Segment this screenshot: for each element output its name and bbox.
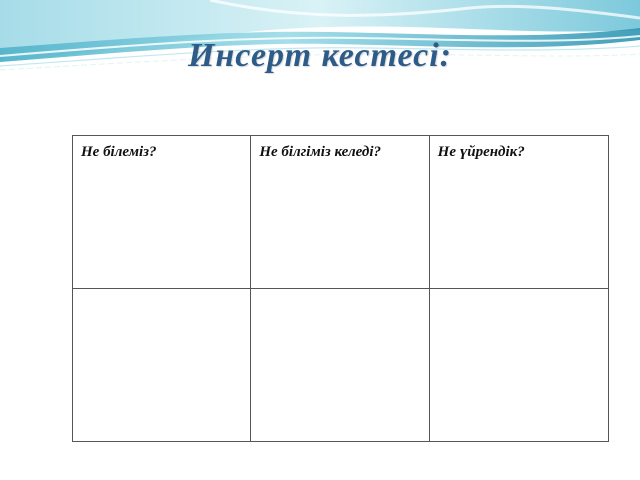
- table-header-row: [73, 136, 609, 289]
- header-label-want-to-know: Не білгіміз келеді?: [259, 144, 382, 160]
- table-row: [73, 289, 609, 442]
- header-label-learned: Не үйрендік?: [437, 144, 525, 160]
- header-cell-learned: [429, 136, 608, 289]
- table-cell-learned[interactable]: [429, 289, 608, 442]
- table-cell-want-to-know[interactable]: [251, 289, 429, 442]
- insert-table: [72, 135, 609, 442]
- header-cell-want-to-know: [251, 136, 429, 289]
- page-title: Инсерт кестесі:: [187, 37, 452, 74]
- header-cell-known: [73, 136, 251, 289]
- table-cell-known[interactable]: [73, 289, 251, 442]
- header-label-known: Не білеміз?: [81, 144, 157, 160]
